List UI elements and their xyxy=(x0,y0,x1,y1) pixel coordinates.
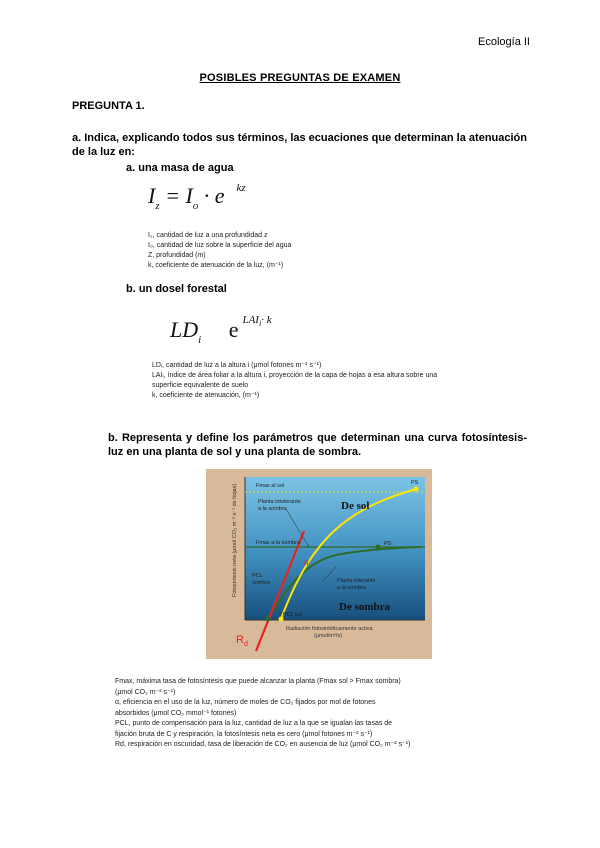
question-a-prompt: a. Indica, explicando todos sus términos, las ecuaciones que determinan la atenuación de la luz en: xyxy=(72,132,527,158)
x-axis-label-2: (μmol/m²/s) xyxy=(314,633,342,639)
caption-line: Fmax, máxima tasa de fotosíntesis que puede alcanzar la planta (Fmax sol > Fmax sombra) xyxy=(115,678,401,685)
ps-top-point xyxy=(414,487,419,492)
term-line: k, coeficiente de atenuación de la luz, (m⁻¹) xyxy=(148,262,284,269)
rd-sub: d xyxy=(243,641,248,648)
water-terms xyxy=(148,231,448,271)
term-line: I₂, cantidad de luz a una profundidad z xyxy=(148,232,268,239)
ps-mid-point xyxy=(376,545,381,550)
ps-top-label: PS xyxy=(411,480,419,486)
eq-lhs-sub: z xyxy=(155,200,160,212)
term-line: LDᵢ, cantidad de luz a la altura i (μmol fotones m⁻² s⁻¹) xyxy=(152,362,322,369)
y-axis-label: Fotosíntesis neta (μmol CO₂ m⁻² s⁻¹ de hojas) xyxy=(232,483,238,597)
eq-rhs-sub: o xyxy=(192,200,199,212)
page-title: POSIBLES PREGUNTAS DE EXAMEN xyxy=(199,72,401,84)
term-line: Z, profundidad (m) xyxy=(148,252,206,259)
course-header: Ecología II xyxy=(478,36,530,48)
rd-main: R xyxy=(236,634,244,646)
eq-exponent xyxy=(242,314,271,326)
pcl-sombra-point xyxy=(266,617,271,622)
eq-lhs-sub: i xyxy=(198,334,202,346)
intolerant-label-1: Planta intolerante xyxy=(258,499,301,505)
caption-line: PCL, punto de compensación para la luz, cantidad de luz a la que se igualan las tasas de xyxy=(115,720,393,727)
de-sombra-label: De sombra xyxy=(339,601,391,613)
forest-equation xyxy=(170,314,272,346)
fmax-sol-label: Fmax al sol xyxy=(256,483,285,489)
tolerant-label-1: Planta tolerante xyxy=(337,578,376,584)
caption-line: (μmol CO₂ m⁻² s⁻¹) xyxy=(115,688,176,696)
water-subheading: a. una masa de agua xyxy=(126,162,234,174)
eq-lhs: I xyxy=(148,183,156,208)
tolerant-label-2: a la sombra xyxy=(337,585,366,591)
term-line: LAIᵢ, índice de área foliar a la altura i, proyección de la capa de hojas a esa altura sobre una superficie equivalente de suelo xyxy=(152,372,438,389)
x-axis-label-1: Radiación fotosintéticamente activa xyxy=(286,626,373,632)
pcl-sol-label: PCL sol xyxy=(283,612,303,618)
intolerant-label-2: a la sombra xyxy=(258,506,287,512)
pcl-sombra-label-2: sombra xyxy=(252,580,271,586)
eq-exp-tail: · k xyxy=(261,314,272,326)
fmax-sombra-label: Fmax a la sombra xyxy=(256,540,301,546)
forest-terms xyxy=(152,361,452,401)
eq-exp-main: LAI xyxy=(242,314,259,326)
question-label: PREGUNTA 1. xyxy=(72,100,145,112)
eq-exponent: kz xyxy=(236,182,246,194)
de-sol-label: De sol xyxy=(341,500,370,512)
caption-line: absorbidos (μmol CO₂ mmol⁻¹ fotones) xyxy=(115,709,237,717)
term-line: k, coeficiente de atenuación, (m⁻¹) xyxy=(152,392,260,399)
caption-line: Rd, respiración en oscuridad, tasa de liberación de CO₂ en ausencia de luz (μmol CO₂ m⁻² s⁻¹) xyxy=(115,741,411,748)
ps-mid-label: PS xyxy=(384,541,392,547)
eq-equals: = I xyxy=(165,183,193,208)
question-b-prompt: b. Representa y define los parámetros que determinan una curva fotosíntesis-luz en una planta de sol y una planta de sombra. xyxy=(108,432,527,458)
eq-base: e xyxy=(228,317,239,342)
eq-lhs: LD xyxy=(170,317,199,342)
alpha-label: α xyxy=(304,557,309,567)
eq-exp-sub: i xyxy=(258,319,262,328)
eq-dot-e: · e xyxy=(203,183,225,208)
caption-line: α, eficiencia en el uso de la luz, número de moles de CO₂ fijados por mol de fotones xyxy=(115,699,376,706)
forest-subheading: b. un dosel forestal xyxy=(126,283,227,295)
water-equation xyxy=(148,182,246,212)
caption-line: fijación bruta de C y respiración, la fotosíntesis neta es cero (μmol fotones m⁻² s⁻¹) xyxy=(115,730,373,738)
photosynthesis-light-figure xyxy=(206,469,432,659)
figure-caption xyxy=(115,677,475,751)
pcl-sombra-label-1: PCL xyxy=(252,573,263,579)
term-line: I₀, cantidad de luz sobre la superficie del agua xyxy=(148,242,292,249)
